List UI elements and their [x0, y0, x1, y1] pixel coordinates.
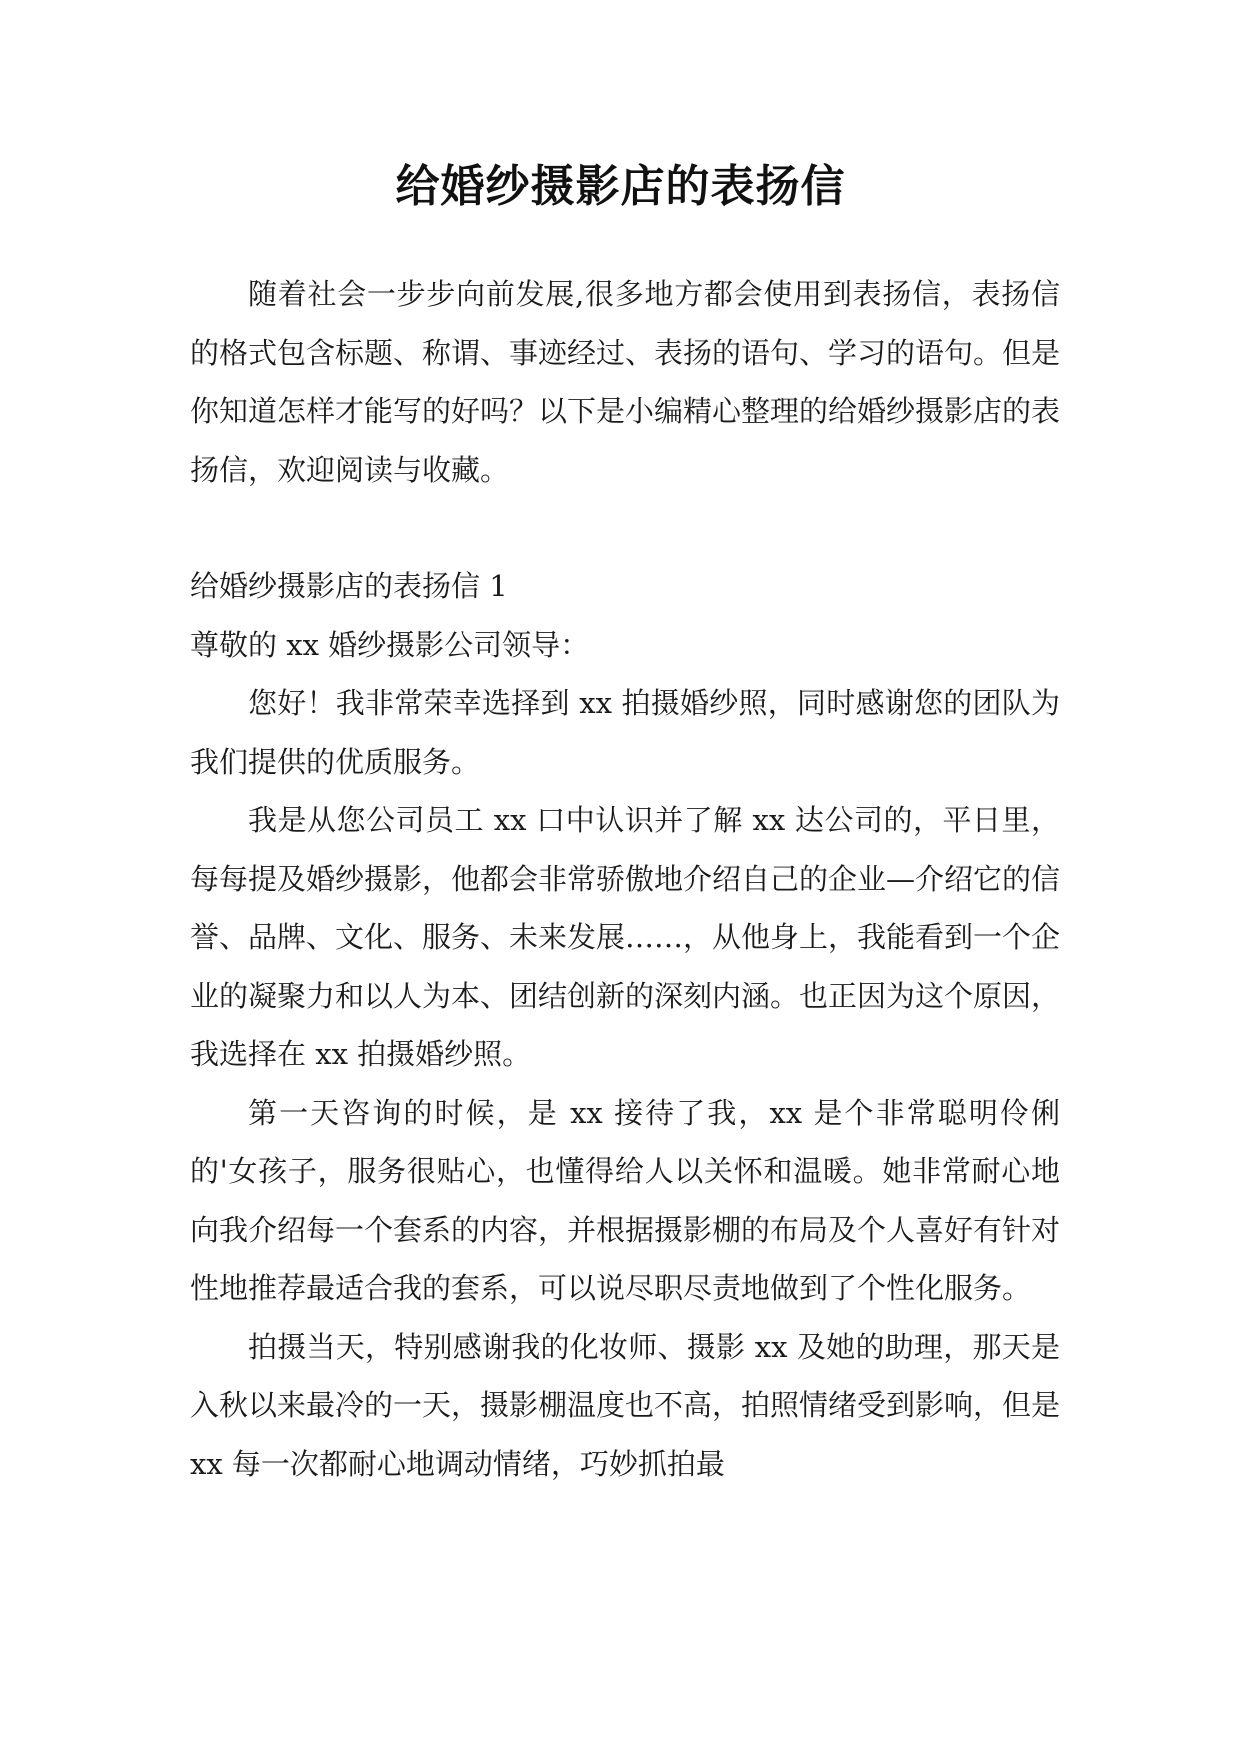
document-body — [190, 265, 1060, 1493]
body-paragraph-2: 我是从您公司员工 xx 口中认识并了解 xx 达公司的，平日里，每每提及婚纱摄影，他都会非常骄傲地介绍自己的企业—介绍它的信誉、品牌、文化、服务、未来发展……，从他身上，我能看到一个企业的凝聚力和以人为本、团结创新的深刻内涵。也正因为这个原因，我选择在 xx 拍摄婚纱照。 — [190, 803, 1061, 1071]
intro-paragraph: 随着社会一步步向前发展,很多地方都会使用到表扬信，表扬信的格式包含标题、称谓、事迹经过、表扬的语句、学习的语句。但是你知道怎样才能写的好吗？以下是小编精心整理的给婚纱摄影店的表扬信，欢迎阅读与收藏。 — [190, 277, 1061, 487]
body-paragraph-4: 拍摄当天，特别感谢我的化妆师、摄影 xx 及她的助理，那天是入秋以来最冷的一天，摄影棚温度也不高，拍照情绪受到影响，但是 xx 每一次都耐心地调动情绪，巧妙抓拍最 — [190, 1329, 1061, 1481]
document-title: 给婚纱摄影店的表扬信 — [395, 161, 846, 212]
paragraph-gap — [190, 499, 1060, 557]
body-paragraph-3: 第一天咨询的时候，是 xx 接待了我，xx 是个非常聪明伶俐的'女孩子，服务很贴心，也懂得给人以关怀和温暖。她非常耐心地向我介绍每一个套系的内容，并根据摄影棚的布局及个人喜好有针对性地推荐最适合我的套系，可以说尽职尽责地做到了个性化服务。 — [190, 1095, 1061, 1305]
body-paragraph-1: 您好！我非常荣幸选择到 xx 拍摄婚纱照，同时感谢您的团队为我们提供的优质服务。 — [190, 686, 1060, 779]
section-heading: 给婚纱摄影店的表扬信 1 — [190, 569, 508, 603]
salutation: 尊敬的 xx 婚纱摄影公司领导： — [190, 627, 590, 662]
